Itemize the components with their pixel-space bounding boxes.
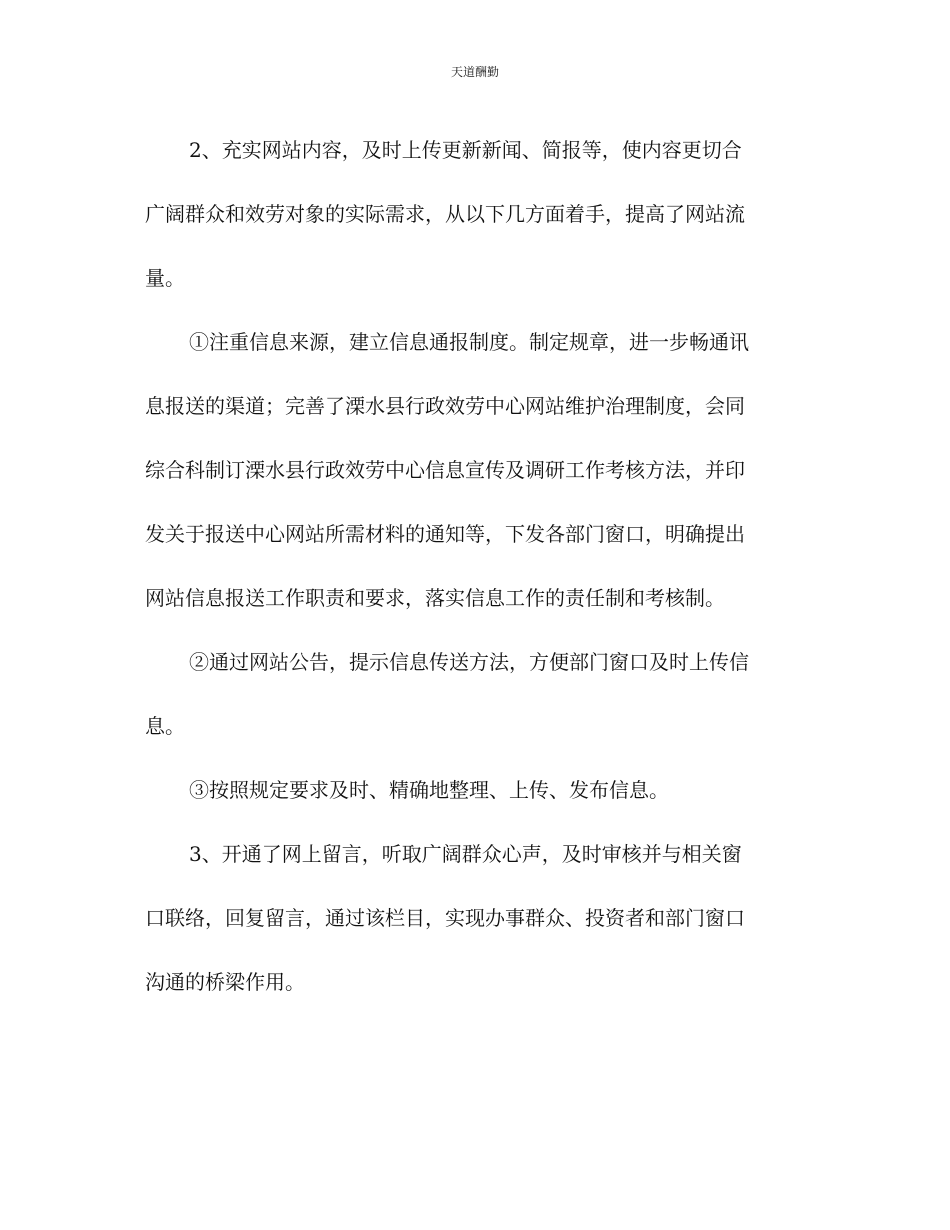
text-line: ②通过网站公告，提示信息传送方法，方便部门窗口及时上传信 xyxy=(189,650,749,674)
text-line: 口联络，回复留言，通过该栏目，实现办事群众、投资者和部门窗口 xyxy=(145,906,745,930)
text-line: ①注重信息来源，建立信息通报制度。制定规章，进一步畅通讯 xyxy=(189,330,749,354)
paragraph xyxy=(145,822,807,1014)
paragraph xyxy=(145,630,807,758)
paragraph xyxy=(145,118,807,310)
paragraph xyxy=(145,310,807,630)
document-body xyxy=(145,118,807,1014)
text-line: 息报送的渠道；完善了溧水县行政效劳中心网站维护治理制度，会同 xyxy=(145,394,745,418)
text-line: 发关于报送中心网站所需材料的通知等，下发各部门窗口，明确提出 xyxy=(145,522,745,546)
text-line: 沟通的桥梁作用。 xyxy=(145,970,305,994)
page-header: 天道酬勤 xyxy=(450,65,499,79)
text-line: 量。 xyxy=(145,266,185,290)
text-line: 息。 xyxy=(145,714,185,738)
text-line: 3、开通了网上留言，听取广阔群众心声，及时审核并与相关窗 xyxy=(189,842,742,866)
text-line: 综合科制订溧水县行政效劳中心信息宣传及调研工作考核方法，并印 xyxy=(145,458,745,482)
text-line: 广阔群众和效劳对象的实际需求，从以下几方面着手，提高了网站流 xyxy=(145,202,745,226)
paragraph xyxy=(145,758,807,822)
text-line: 网站信息报送工作职责和要求，落实信息工作的责任制和考核制。 xyxy=(145,586,725,610)
text-line: ③按照规定要求及时、精确地整理、上传、发布信息。 xyxy=(189,778,669,802)
text-line: 2、充实网站内容，及时上传更新新闻、简报等，使内容更切合 xyxy=(189,138,742,162)
